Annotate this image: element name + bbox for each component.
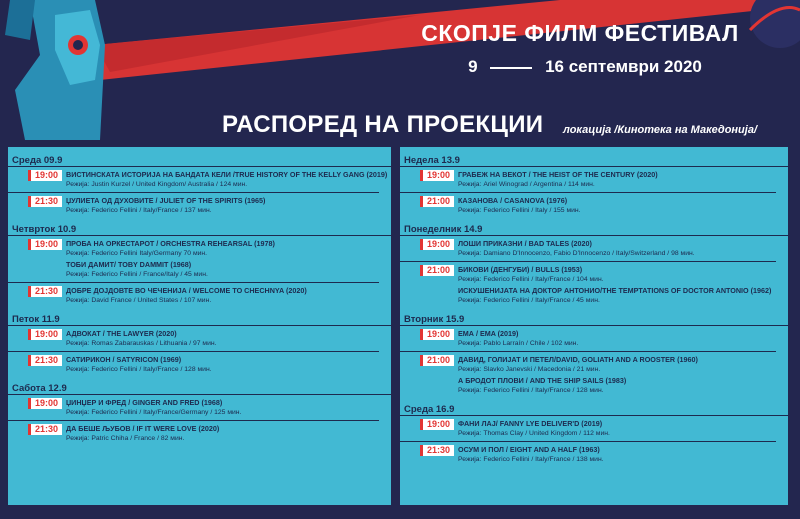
screening-time: 21:30	[28, 424, 62, 435]
film-title: ГРАБЕЖ НА ВЕКОТ / THE HEIST OF THE CENTURY (2020)	[458, 170, 658, 179]
film-director-meta: Режија: Federico Fellini / Italy/France / 137 мин.	[66, 207, 212, 214]
day-section	[400, 314, 788, 398]
screening-entry	[400, 329, 776, 352]
schedule-panel-right	[400, 147, 788, 505]
film-director-meta: Режија: David France / United States / 107 мин.	[66, 297, 212, 304]
film-item	[66, 398, 379, 417]
film-director-meta: Режија: Patric Chiha / France / 82 мин.	[66, 435, 185, 442]
day-section	[400, 155, 788, 218]
film-title: САТИРИКОН / SATYRICON (1969)	[66, 355, 182, 364]
film-item	[66, 355, 379, 374]
film-title: ДА БЕШЕ ЉУБОВ / IF IT WERE LOVE (2020)	[66, 424, 220, 433]
film-title: ФАНИ ЛАЈ/ FANNY LYE DELIVER'D (2019)	[458, 419, 603, 428]
film-title: ИСКУШЕНИЈАТА НА ДОКТОР АНТОНИО/THE TEMPTATIONS OF DOCTOR ANTONIO (1962)	[458, 286, 772, 295]
film-item	[66, 424, 379, 443]
day-section	[8, 155, 391, 218]
film-director-meta: Режија: Federico Fellini / Italy/France / 104 мин.	[458, 276, 604, 283]
screening-entry	[8, 424, 379, 446]
screening-time: 19:00	[420, 239, 454, 250]
film-item	[458, 196, 776, 215]
date-separator	[490, 67, 532, 69]
film-director-meta: Режија: Damiano D'Innocenzo, Fabio D'Innocenzo / Italy/Switzerland / 98 мин.	[458, 250, 695, 257]
screening-time: 19:00	[420, 170, 454, 181]
film-director-meta: Режија: Federico Fellini Italy/Germany 70 мин.	[66, 250, 208, 257]
film-item	[458, 265, 776, 284]
schedule-title: РАСПОРЕД НА ПРОЕКЦИИ	[222, 111, 544, 138]
film-item	[66, 286, 379, 305]
screening-time: 19:00	[420, 419, 454, 430]
screening-time: 21:00	[420, 265, 454, 276]
film-title: ВИСТИНСКАТА ИСТОРИЈА НА БАНДАТА КЕЛИ /TRUE HISTORY OF THE KELLY GANG (2019)	[66, 170, 388, 179]
film-title: КАЗАНОВА / CASANOVA (1976)	[458, 196, 568, 205]
screening-entry	[8, 286, 379, 308]
film-director-meta: Режија: Federico Fellini / Italy / 155 мин.	[458, 207, 581, 214]
screening-entry	[8, 196, 379, 218]
day-title: Петок 11.9	[8, 314, 391, 326]
screening-time: 21:30	[28, 355, 62, 366]
screening-entry	[400, 355, 776, 398]
film-director-meta: Режија: Federico Fellini / Italy/France / 128 мин.	[66, 366, 212, 373]
day-section	[8, 314, 391, 377]
screening-entry	[8, 398, 379, 421]
film-director-meta: Режија: Thomas Clay / United Kingdom / 112 мин.	[458, 430, 610, 437]
film-director-meta: Режија: Pablo Larraín / Chile / 102 мин.	[458, 340, 579, 347]
screening-entry	[400, 170, 776, 193]
screening-time: 19:00	[420, 329, 454, 340]
film-title: ДОБРЕ ДОЈДОВТЕ ВО ЧЕЧЕНИЈА / WELCOME TO CHECHNYA (2020)	[66, 286, 307, 295]
day-title: Среда 09.9	[8, 155, 391, 167]
film-director-meta: Режија: Federico Fellini / Italy/France/Germany / 125 мин.	[66, 409, 242, 416]
day-title: Понеделник 14.9	[400, 224, 788, 236]
screening-time: 21:30	[420, 445, 454, 456]
projector-reel	[5, 0, 35, 40]
film-item	[458, 419, 776, 438]
film-title: ЏУЛИЕТА ОД ДУХОВИТЕ / JULIET OF THE SPIRITS (1965)	[66, 196, 266, 205]
film-item	[458, 376, 776, 395]
screening-time: 21:00	[420, 355, 454, 366]
screening-entry	[400, 419, 776, 442]
film-item	[458, 355, 776, 374]
film-director-meta: Режија: Federico Fellini / Italy/France / 138 мин.	[458, 456, 604, 463]
film-director-meta: Режија: Federico Fellini / Italy/France / 45 мин.	[458, 297, 600, 304]
day-title: Недела 13.9	[400, 155, 788, 167]
film-title: ЕМА / EMA (2019)	[458, 329, 519, 338]
film-item	[66, 239, 379, 258]
film-title: ПРОБА НА ОРКЕСТАРОТ / ORCHESTRA REHEARSAL (1978)	[66, 239, 275, 248]
film-item	[458, 329, 776, 348]
screening-entry	[8, 355, 379, 377]
film-director-meta: Режија: Justin Kurzel / United Kingdom/ Australia / 124 мин.	[66, 181, 248, 188]
screening-time: 19:00	[28, 170, 62, 181]
schedule-panel-left	[8, 147, 391, 505]
date-start: 9	[468, 57, 478, 76]
screening-time: 19:00	[28, 398, 62, 409]
screening-entry	[8, 170, 388, 193]
film-item	[66, 170, 388, 189]
day-section	[400, 404, 788, 467]
screening-time: 21:00	[420, 196, 454, 207]
screening-entry	[8, 329, 379, 352]
screening-entry	[400, 196, 776, 218]
film-item	[66, 196, 379, 215]
screening-time: 21:30	[28, 196, 62, 207]
film-item	[458, 445, 776, 464]
film-title: БИКОВИ (ДЕНГУБИ) / BULLS (1953)	[458, 265, 583, 274]
film-director-meta: Режија: Slavko Janevski / Macedonia / 21 мин.	[458, 366, 601, 373]
film-director-meta: Режија: Ariel Winograd / Argentina / 114 мин.	[458, 181, 595, 188]
film-title: А БРОДОТ ПЛОВИ / AND THE SHIP SAILS (1983)	[458, 376, 627, 385]
film-director-meta: Режија: Romas Zabarauskas / Lithuania / 97 мин.	[66, 340, 217, 347]
screening-entry	[8, 239, 379, 283]
film-title: ОСУМ И ПОЛ / EIGHT AND A HALF (1963)	[458, 445, 600, 454]
film-title: ТОБИ ДАМИТ/ TOBY DAMMIT (1968)	[66, 260, 192, 269]
screening-entry	[400, 239, 776, 262]
film-item	[458, 286, 776, 305]
day-title: Вторник 15.9	[400, 314, 788, 326]
festival-title: СКОПЈЕ ФИЛМ ФЕСТИВАЛ	[421, 20, 739, 46]
screening-time: 21:30	[28, 286, 62, 297]
film-director-meta: Режија: Federico Fellini / Italy/France / 128 мин.	[458, 387, 604, 394]
film-item	[66, 329, 379, 348]
screening-entry	[400, 445, 776, 467]
day-title: Среда 16.9	[400, 404, 788, 416]
film-item	[458, 170, 776, 189]
film-title: ДАВИД, ГОЛИЈАТ И ПЕТЕЛ/DAVID, GOLIATH AND A ROOSTER (1960)	[458, 355, 698, 364]
film-title: ЛОШИ ПРИКАЗНИ / BAD TALES (2020)	[458, 239, 592, 248]
film-item	[458, 239, 776, 258]
film-title: АДВОКАТ / THE LAWYER (2020)	[66, 329, 177, 338]
screening-entry	[400, 265, 776, 308]
date-end: 16 септември 2020	[545, 57, 702, 76]
film-item	[66, 260, 379, 279]
festival-dates	[440, 57, 730, 77]
day-section	[400, 224, 788, 308]
film-title: ЏИНЏЕР И ФРЕД / GINGER AND FRED (1968)	[66, 398, 223, 407]
day-title: Сабота 12.9	[8, 383, 391, 395]
location-label: локација /Кинотека на Македонија/	[563, 124, 758, 136]
screening-time: 19:00	[28, 239, 62, 250]
day-section	[8, 224, 391, 308]
day-section	[8, 383, 391, 446]
day-title: Четврток 10.9	[8, 224, 391, 236]
film-director-meta: Режија: Federico Fellini / France/Italy / 45 мин.	[66, 271, 208, 278]
screening-time: 19:00	[28, 329, 62, 340]
